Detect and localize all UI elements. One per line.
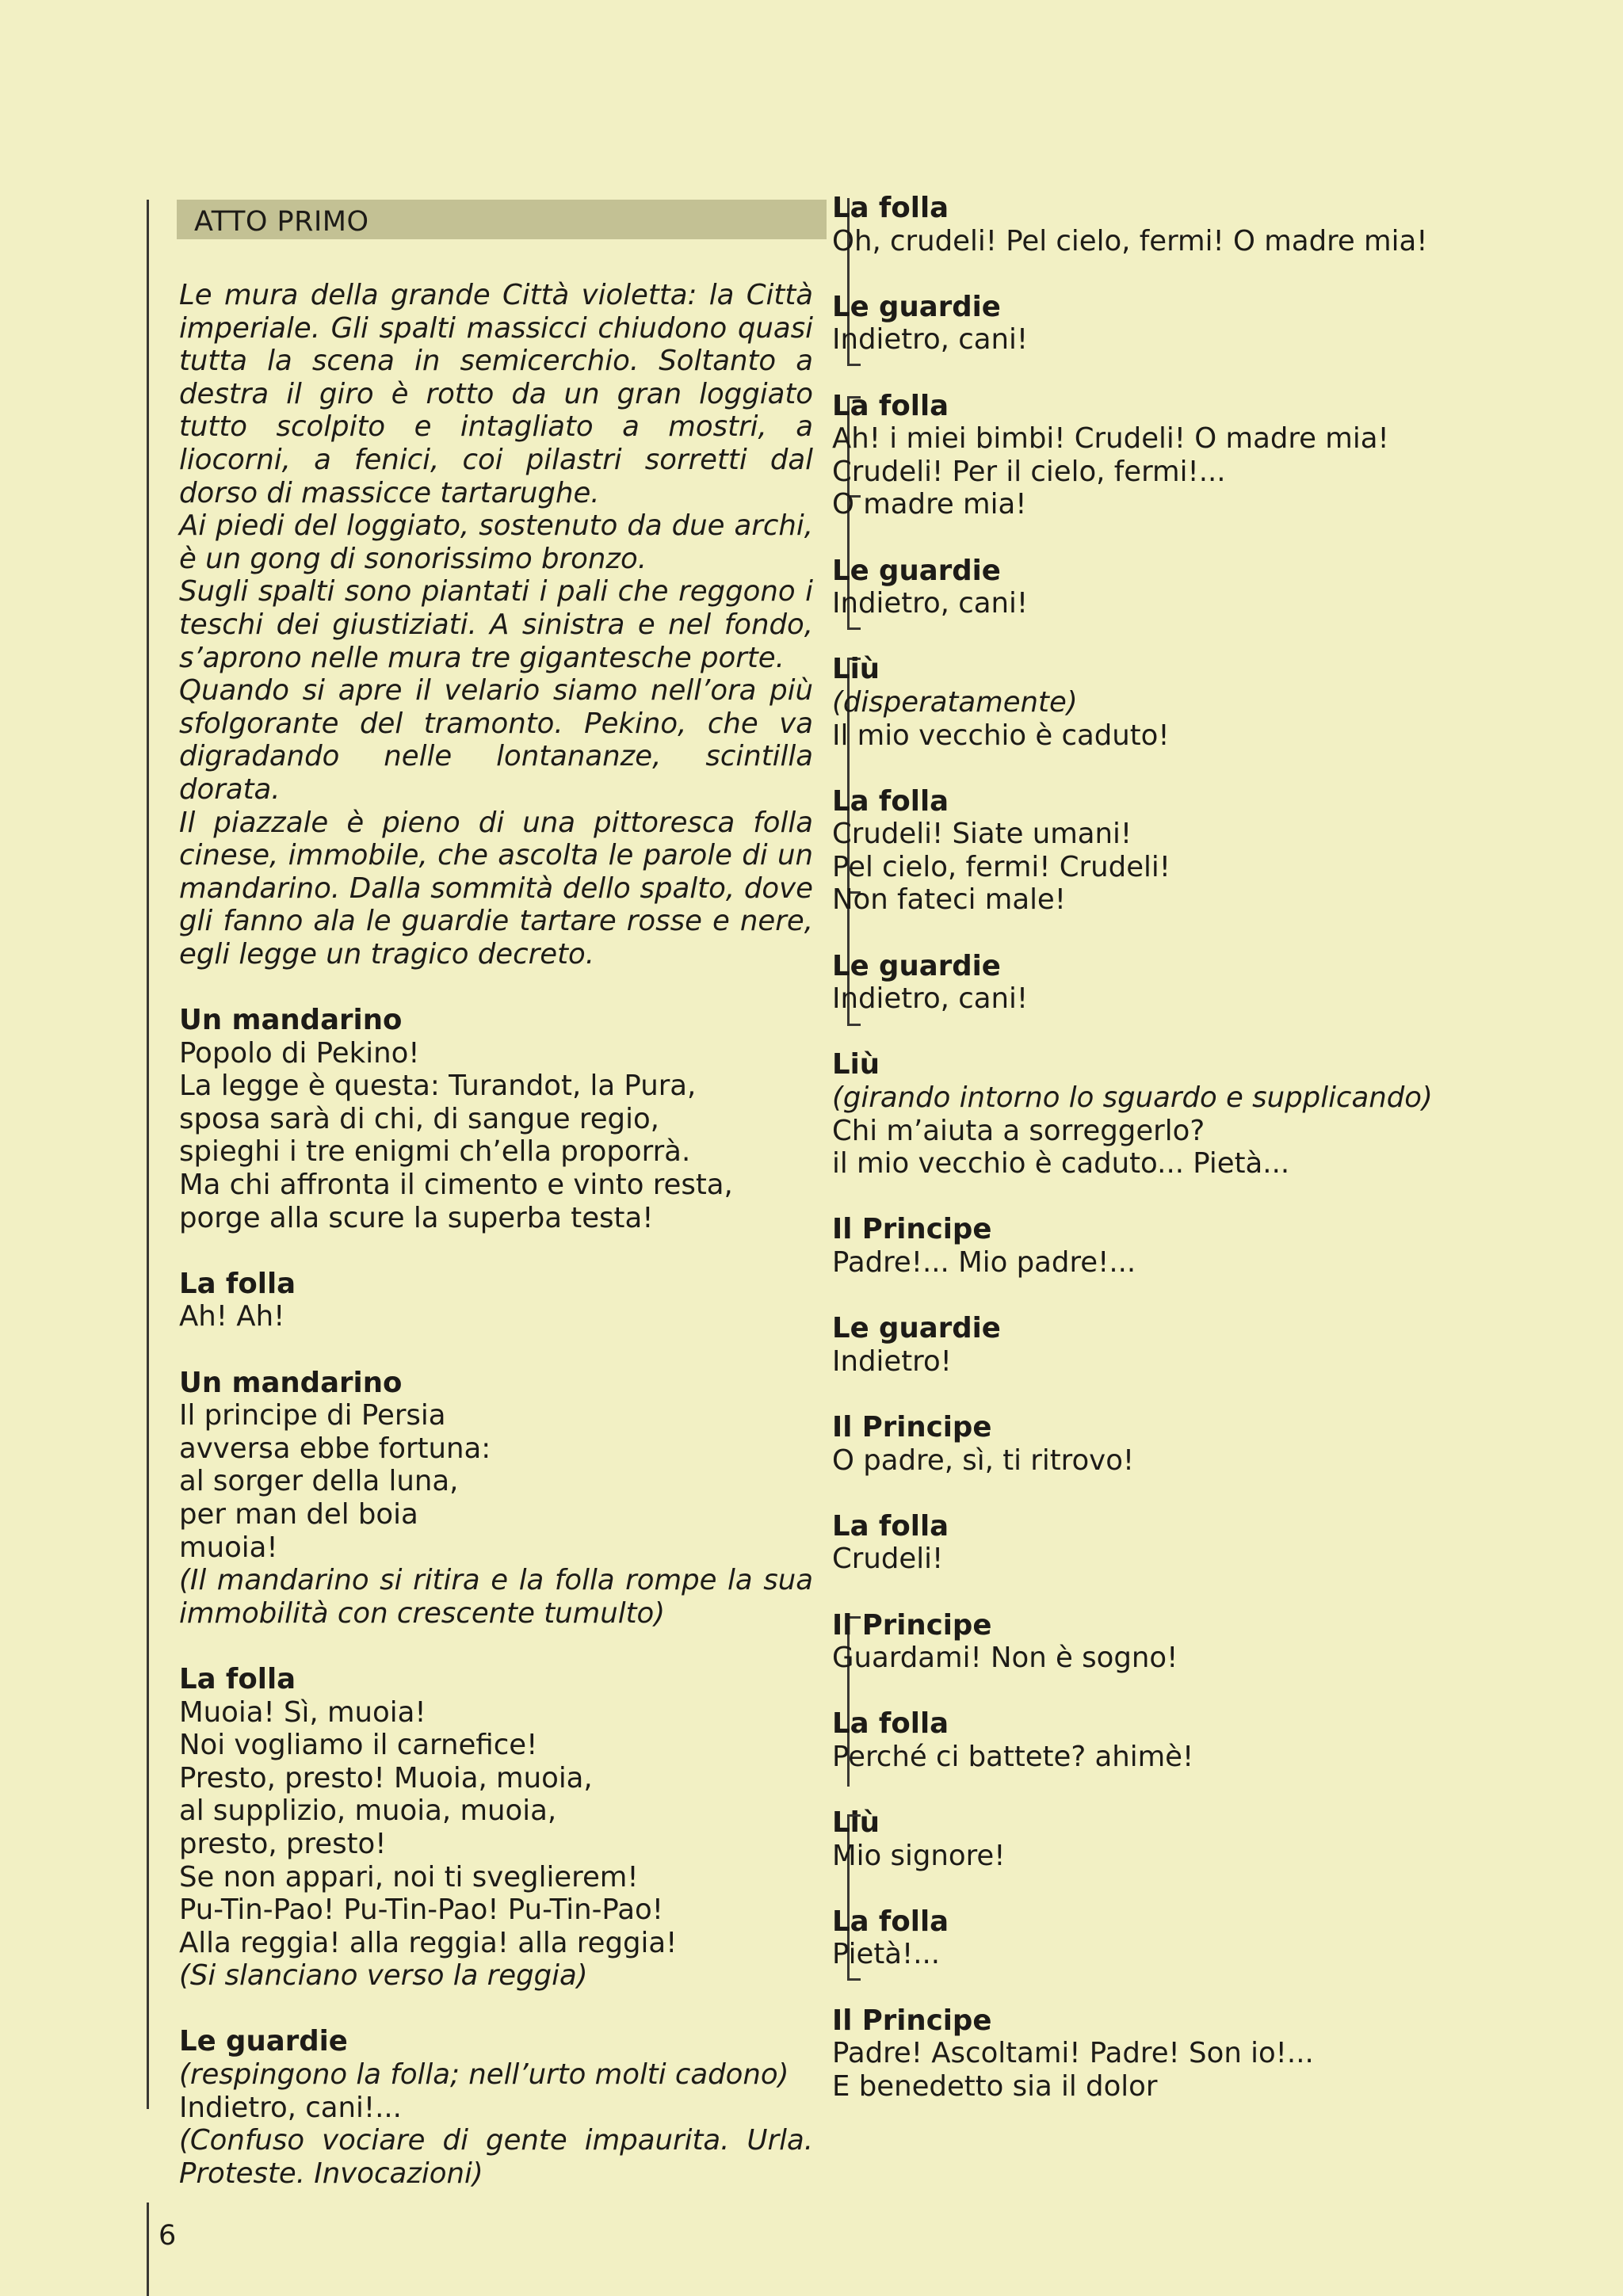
dialogue-line: Se non appari, noi ti sveglierem!	[179, 1860, 639, 1894]
dialogue-line: al supplizio, muoia, muoia,	[179, 1794, 557, 1828]
dialogue-line: avversa ebbe fortuna:	[179, 1432, 491, 1465]
dialogue-line: Padre!... Mio padre!...	[832, 1246, 1136, 1279]
dialogue-line: muoia!	[179, 1531, 278, 1564]
dialogue-block	[832, 555, 1545, 620]
stage-note: (Confuso vociare di gente impaurita. Urla. Proteste. Invocazioni)	[179, 2124, 813, 2190]
dialogue-line: per man del boia	[179, 1497, 418, 1531]
speaker-name: La folla	[832, 389, 949, 422]
dialogue-block	[832, 192, 1545, 257]
dialogue-line: Crudeli!	[832, 1543, 944, 1576]
dialogue-block	[832, 1048, 1545, 1180]
dialogue-block	[832, 1905, 1545, 1971]
dialogue-block	[179, 1004, 813, 1234]
stage-note: (Il mandarino si ritira e la folla rompe la sua immobilità con crescente tumulto)	[179, 1564, 813, 1630]
dialogue-line: Crudeli! Siate umani!	[832, 818, 1132, 851]
dialogue-block	[179, 2025, 813, 2190]
dialogue-line: Presto, presto! Muoia, muoia,	[179, 1761, 593, 1794]
dialogue-block	[832, 1806, 1545, 1872]
page-number: 6	[158, 2220, 177, 2252]
dialogue-line: Guardami! Non è sogno!	[832, 1642, 1178, 1675]
dialogue-line: O madre mia!	[832, 488, 1027, 521]
dialogue-line: E benedetto sia il dolor	[832, 2069, 1158, 2103]
dialogue-line: Oh, crudeli! Pel cielo, fermi! O madre mia!	[832, 224, 1428, 257]
dialogue-line: Noi vogliamo il carnefice!	[179, 1729, 538, 1762]
dialogue-block	[832, 1707, 1545, 1773]
dialogue-line: Pu-Tin-Pao! Pu-Tin-Pao! Pu-Tin-Pao!	[179, 1894, 663, 1927]
dialogue-line: sposa sarà di chi, di sangue regio,	[179, 1102, 659, 1135]
speaker-name: Le guardie	[832, 554, 1001, 587]
dialogue-block	[179, 1367, 813, 1630]
stage-paragraph: Ai piedi del loggiato, sostenuto da due archi, è un gong di sonorissimo bronzo.	[179, 509, 813, 575]
dialogue-line: Il mio vecchio è caduto!	[832, 719, 1170, 752]
act-title: ATTO PRIMO	[194, 206, 369, 238]
left-column-text	[179, 279, 813, 2190]
dialogue-block	[832, 1609, 1545, 1675]
dialogue-block	[832, 2004, 1545, 2103]
speaker-name: Il Principe	[832, 1410, 992, 1444]
speaker-name: La folla	[179, 1267, 296, 1300]
speaker-name: La folla	[832, 784, 949, 818]
stage-paragraph: Quando si apre il velario siamo nell’ora più sfolgorante del tramonto. Pekino, che va digradando nelle lontananze, scintilla dorata.	[179, 674, 813, 806]
stage-paragraph: Sugli spalti sono piantati i pali che reggono i teschi dei giustiziati. A sinistra e nel fondo, s’aprono nelle mura tre gigantesche porte.	[179, 575, 813, 674]
speaker-name: La folla	[832, 1509, 949, 1543]
dialogue-line: Pel cielo, fermi! Crudeli!	[832, 850, 1170, 883]
speaker-name: Un mandarino	[179, 1366, 403, 1399]
stage-note: (Si slanciano verso la reggia)	[179, 1959, 588, 1993]
stage-paragraph: Le mura della grande Città violetta: la Città imperiale. Gli spalti massicci chiudono quasi tutta la scena in semicerchio. Soltanto a destra il giro è rotto da un gran loggiato tutto scolpito e intagliato a mostri, a liocorni, a fenici, coi pilastri sorretti dal dorso di massicce tartarughe.	[179, 279, 813, 509]
dialogue-line: Muoia! Sì, muoia!	[179, 1695, 426, 1729]
speaker-name: Il Principe	[832, 2004, 992, 2037]
stage-directions	[179, 279, 813, 971]
dialogue-block	[832, 390, 1545, 521]
dialogue-line: Crudeli! Per il cielo, fermi!...	[832, 455, 1226, 488]
dialogue-block	[832, 950, 1545, 1016]
dialogue-line: Il principe di Persia	[179, 1399, 446, 1432]
dialogue-line: il mio vecchio è caduto... Pietà...	[832, 1147, 1290, 1180]
dialogue-line: al sorger della luna,	[179, 1465, 459, 1498]
speaker-name: Liù	[832, 1806, 880, 1840]
right-column	[832, 192, 1545, 2103]
dialogue-block	[832, 1510, 1545, 1576]
dialogue-line: Ma chi affronta il cimento e vinto resta,	[179, 1169, 733, 1202]
dialogue-line: Indietro, cani!...	[179, 2091, 402, 2124]
speaker-name: Il Principe	[832, 1608, 992, 1642]
speaker-name: La folla	[832, 1905, 949, 1938]
dialogue-line: O padre, sì, ti ritrovo!	[832, 1444, 1135, 1477]
dialogue-line: presto, presto!	[179, 1827, 387, 1860]
dialogue-block	[179, 1268, 813, 1333]
dialogue-line: Non fateci male!	[832, 883, 1067, 917]
speaker-name: Il Principe	[832, 1213, 992, 1246]
page-number-rule	[147, 2203, 177, 2296]
left-column	[147, 200, 813, 2190]
dialogue-block	[832, 785, 1545, 917]
dialogue-line: La legge è questa: Turandot, la Pura,	[179, 1070, 697, 1103]
speaker-name: Le guardie	[832, 1312, 1001, 1345]
dialogue-line: Ah! Ah!	[179, 1300, 285, 1333]
dialogue-line: Padre! Ascoltami! Padre! Son io!...	[832, 2037, 1314, 2070]
stage-note: (girando intorno lo sguardo e supplicando)	[832, 1081, 1433, 1115]
dialogue-line: Indietro, cani!	[832, 587, 1029, 620]
speaker-name: Le guardie	[832, 949, 1001, 982]
dialogue-line: Popolo di Pekino!	[179, 1036, 420, 1070]
dialogue-line: Alla reggia! alla reggia! alla reggia!	[179, 1926, 678, 1959]
speaker-name: La folla	[832, 192, 949, 224]
dialogue-line: Ah! i miei bimbi! Crudeli! O madre mia!	[832, 422, 1389, 456]
speaker-name: La folla	[179, 1662, 296, 1695]
dialogue-block	[832, 1312, 1545, 1378]
speaker-name: Un mandarino	[179, 1004, 403, 1037]
stage-note: (respingono la folla; nell’urto molti cadono)	[179, 2058, 789, 2092]
speaker-name: Liù	[832, 653, 880, 686]
dialogue-block	[832, 291, 1545, 357]
dialogue-line: Chi m’aiuta a sorreggerlo?	[832, 1114, 1205, 1147]
act-header-bar	[177, 200, 827, 239]
dialogue-line: porge alla scure la superba testa!	[179, 1201, 654, 1234]
speaker-name: La folla	[832, 1707, 949, 1741]
speaker-name: Le guardie	[832, 290, 1001, 323]
dialogue-line: Perché ci battete? ahimè!	[832, 1740, 1194, 1773]
dialogue-block	[832, 1411, 1545, 1477]
dialogue-block	[832, 653, 1545, 752]
dialogue-line: Indietro, cani!	[832, 982, 1029, 1016]
dialogue-block	[832, 1213, 1545, 1279]
stage-paragraph: Il piazzale è pieno di una pittoresca folla cinese, immobile, che ascolta le parole di un mandarino. Dalla sommità dello spalto, dove gli fanno ala le guardie tartare rosse e nere, egli legge un tragico decreto.	[179, 806, 813, 971]
dialogue-line: spieghi i tre enigmi ch’ella proporrà.	[179, 1135, 691, 1169]
speaker-name: Liù	[832, 1048, 880, 1081]
speaker-name: Le guardie	[179, 2025, 348, 2058]
stage-note: (disperatamente)	[832, 685, 1078, 719]
dialogue-line: Indietro, cani!	[832, 323, 1029, 357]
dialogue-block	[179, 1663, 813, 1993]
dialogue-line: Indietro!	[832, 1344, 952, 1378]
dialogue-line: Pietà!...	[832, 1938, 941, 1971]
dialogue-line: Mio signore!	[832, 1839, 1006, 1872]
